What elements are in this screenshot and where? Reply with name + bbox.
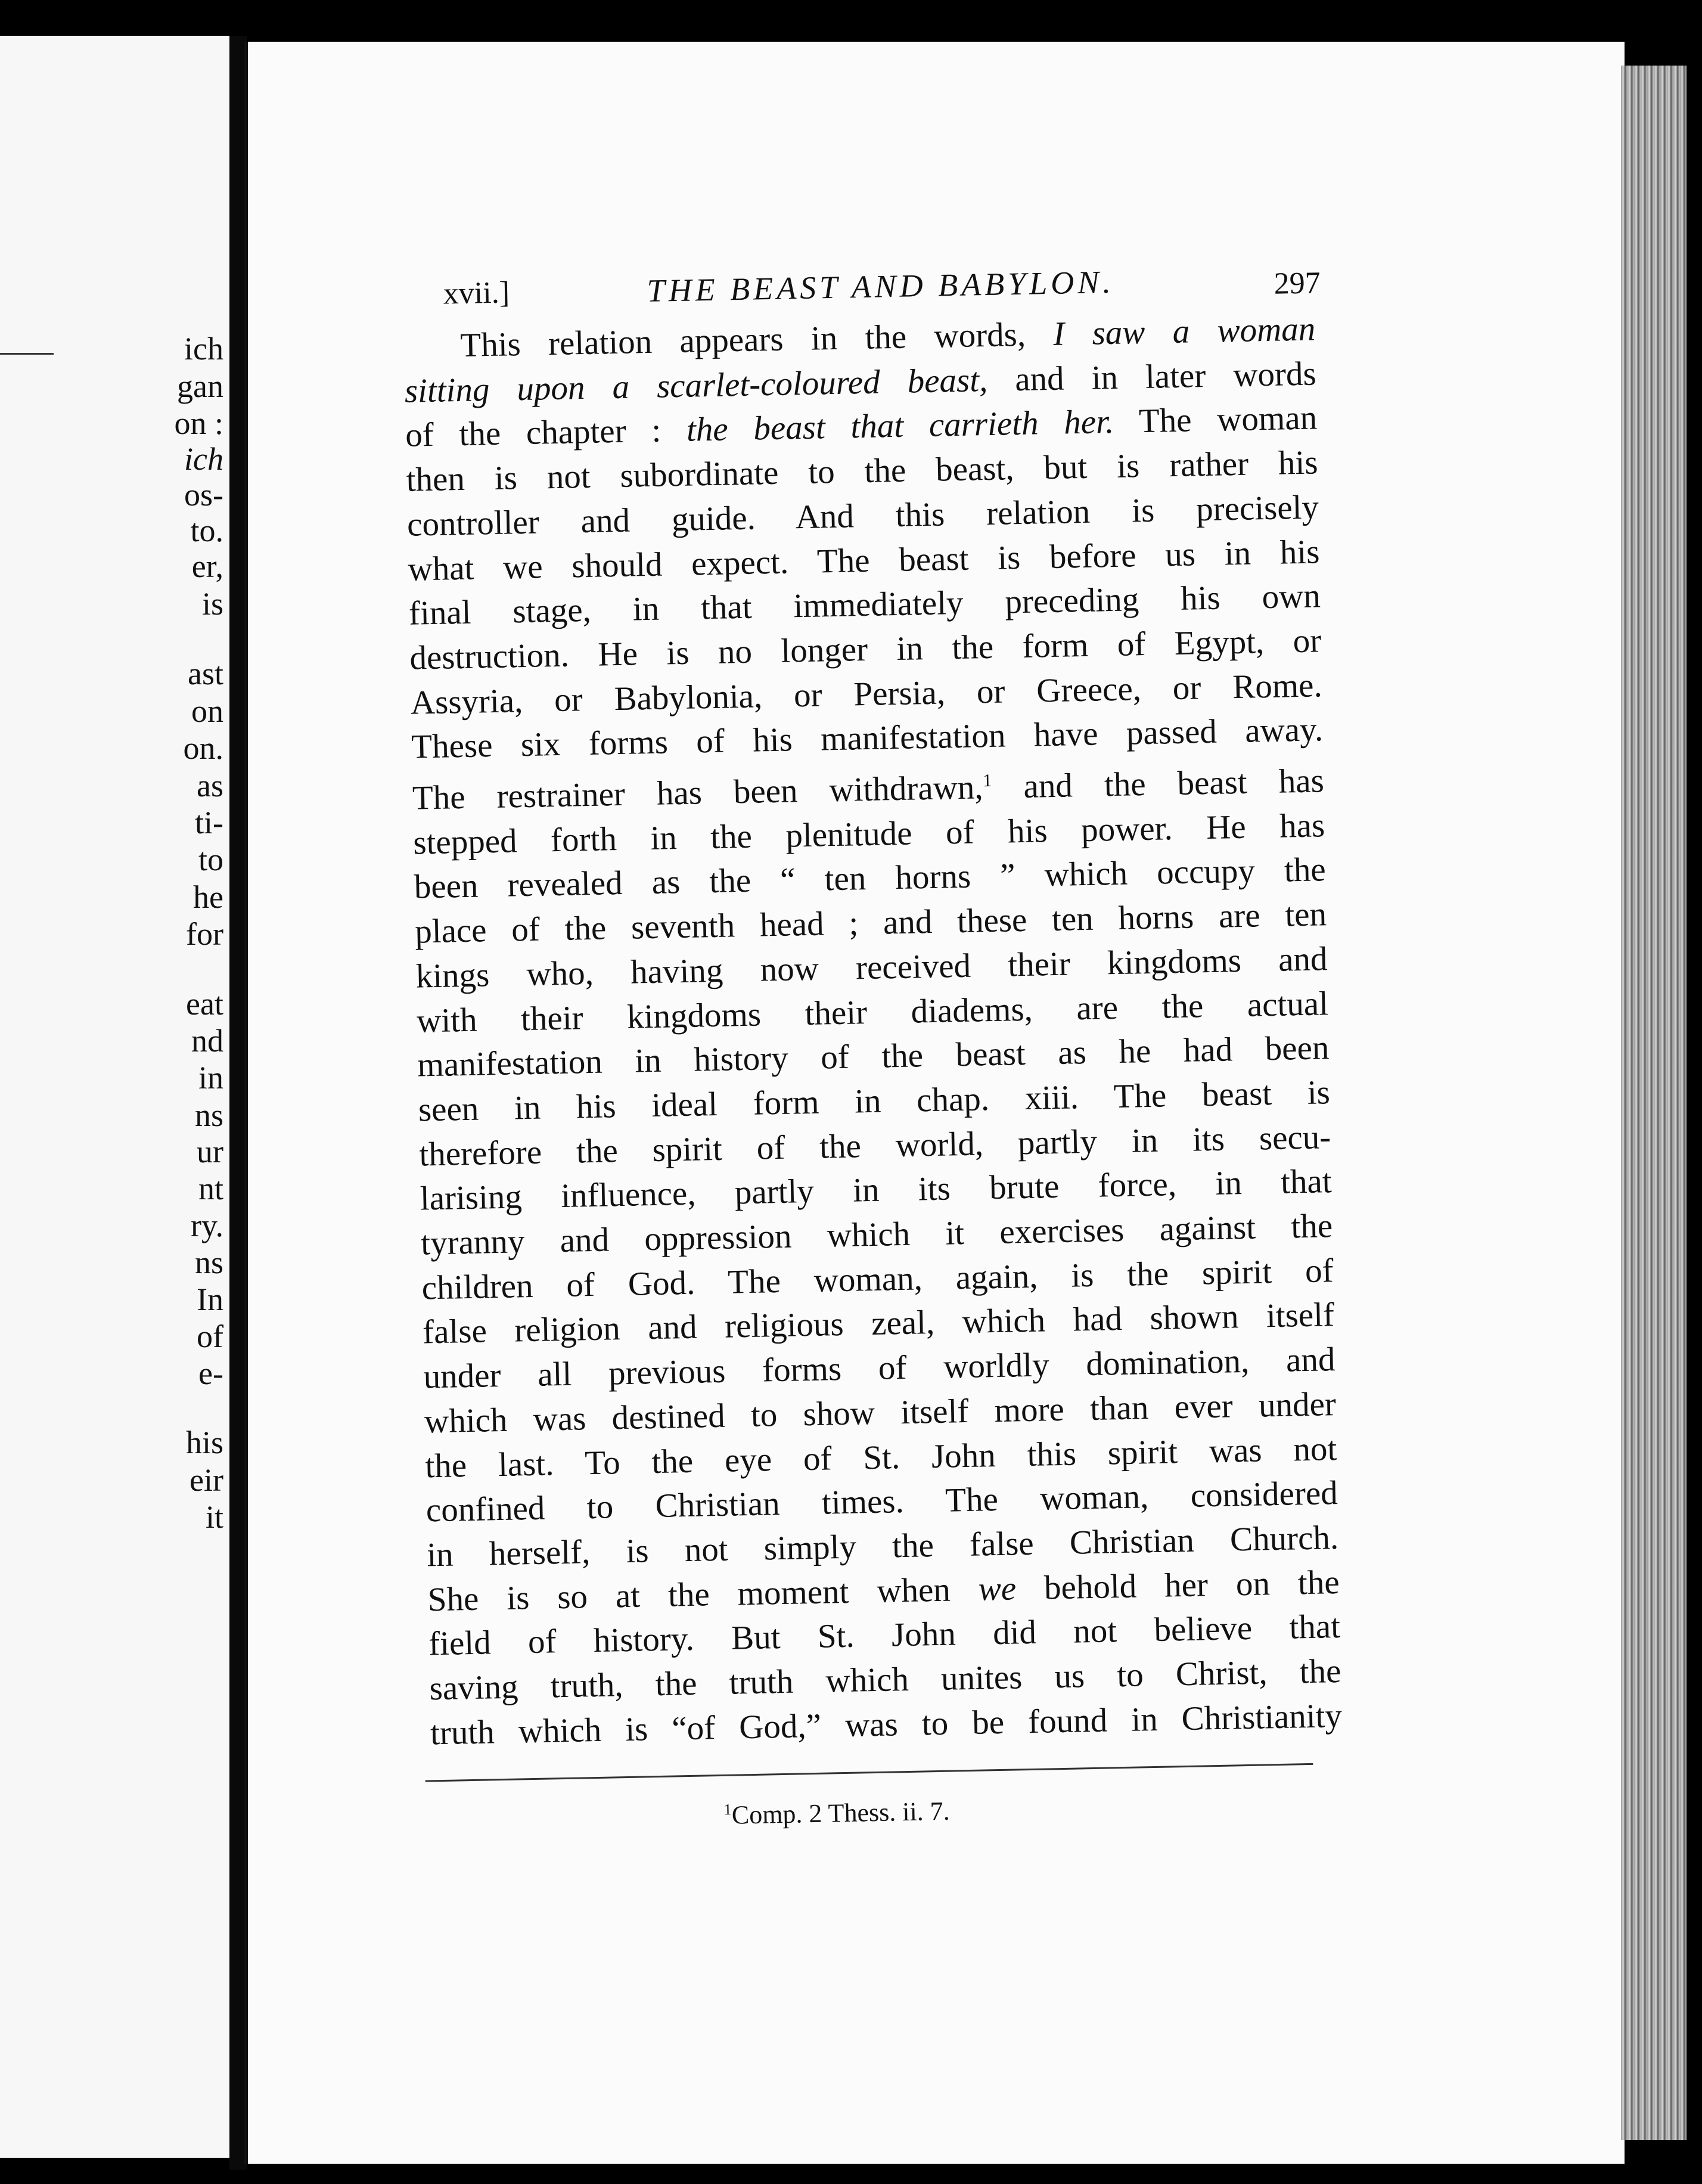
text-segment: Assyria, or Babylonia, or Persia, or Greece, or Rome. (410, 666, 1323, 722)
left-page-fragment: ns (194, 1245, 223, 1280)
italic-text: the beast that carrieth her. (686, 403, 1114, 449)
left-page-fragment: ast (188, 656, 223, 691)
page-edges (1621, 66, 1687, 2140)
left-page-fragment: eir (190, 1462, 223, 1498)
text-segment: been revealed as the “ ten horns ” which occupy the (414, 851, 1327, 907)
left-page-fragment: ti- (195, 805, 223, 840)
text-segment: final stage, in that immediately preceding his own (408, 577, 1321, 632)
text-segment: truth which is “of God,” was to be found in Christianity (430, 1696, 1343, 1752)
running-title: THE BEAST AND BABYLON. (647, 263, 1115, 309)
left-page-fragment: to (198, 842, 223, 877)
italic-text: sitting upon a scarlet-coloured beast, (404, 361, 988, 410)
footnote-marker: 1 (723, 1800, 732, 1818)
left-page-fragment: ns (194, 1097, 223, 1133)
left-page-fragment: In (197, 1282, 223, 1317)
left-page-fragment: he (193, 879, 223, 915)
left-page-fragment: as (197, 768, 223, 804)
page-number: 297 (1274, 266, 1321, 301)
italic-text: I saw a woman (1052, 310, 1316, 353)
text-segment: stepped forth in the plenitude of his power. He has (412, 806, 1325, 862)
left-page-fragment: it (205, 1499, 223, 1535)
text-segment: controller and guide. And this relation is precisely (406, 488, 1319, 544)
text-segment: This relation appears in the words, (459, 315, 1054, 364)
text-segment: therefore the spirit of the world, partly in its secu- (418, 1118, 1331, 1174)
text-segment: and the beast has (991, 762, 1325, 806)
text-segment: the last. To the eye of St. John this spirit was not (424, 1429, 1337, 1485)
text-segment: false religion and religious zeal, which had shown itself (422, 1296, 1335, 1351)
text-segment: children of God. The woman, again, is the spirit of (421, 1251, 1334, 1307)
text-segment: field of history. But St. John did not believe that (428, 1608, 1341, 1663)
body-paragraph (397, 307, 1343, 1756)
text-segment: These six forms of his manifestation have passed away. (411, 711, 1324, 766)
text-segment: and in later words (987, 355, 1317, 399)
text-segment: of the chapter : (405, 411, 687, 455)
left-page-fragment: e- (198, 1355, 223, 1391)
left-page-header-rule (0, 353, 54, 355)
left-page-fragment: ich (184, 331, 223, 367)
left-page-fragment: for (186, 916, 223, 952)
left-page-fragment: of (197, 1319, 223, 1354)
text-segment: place of the seventh head ; and these ten horns are ten (414, 895, 1327, 951)
left-page-fragment: on : (174, 405, 223, 441)
text-segment: tyranny and oppression which it exercises against the (420, 1207, 1333, 1262)
text-segment: kings who, having now received their kingdoms and (415, 940, 1328, 995)
footnote-rule (426, 1763, 1313, 1782)
text-segment: which was destined to show itself more than ever under (424, 1385, 1337, 1441)
chapter-number: xvii.] (443, 275, 510, 311)
left-page-fragment: ur (197, 1134, 223, 1169)
previous-page-fragment (0, 36, 232, 2158)
left-page-fragment: on. (183, 730, 223, 766)
left-page-fragment: on (191, 693, 223, 729)
text-segment: The woman (1113, 399, 1318, 441)
left-page-fragment: er, (191, 548, 223, 584)
left-page-fragment: in (198, 1060, 223, 1096)
text-segment: what we should expect. The beast is before us in his (407, 532, 1320, 588)
text-segment: with their kingdoms their diadems, are the actual (416, 984, 1329, 1040)
footnote-reference: 1 (982, 771, 992, 791)
left-page-fragment: nd (191, 1023, 223, 1059)
text-segment: larising influence, partly in its brute force, in that (420, 1162, 1333, 1218)
left-page-fragment: gan (177, 368, 223, 404)
text-segment: She is so at the moment when (427, 1570, 979, 1619)
left-page-fragment: is (201, 586, 223, 622)
text-segment: The restrainer has been withdrawn, (412, 768, 984, 817)
left-page-fragment: his (185, 1425, 223, 1460)
text-segment: seen in his ideal form in chap. xiii. The beast is (418, 1074, 1331, 1129)
left-page-fragment: os- (184, 477, 223, 513)
footnote-text: Comp. 2 Thess. ii. 7. (731, 1796, 951, 1830)
left-page-fragment: nt (198, 1171, 223, 1206)
left-page-fragment: ry. (191, 1208, 223, 1243)
text-segment: confined to Christian times. The woman, considered (426, 1474, 1338, 1530)
left-page-fragment: ich (184, 441, 223, 477)
left-page-fragment: to. (190, 513, 223, 548)
italic-text: we (978, 1569, 1017, 1608)
text-segment: behold her on the (1015, 1563, 1340, 1608)
text-segment: saving truth, the truth which unites us to Christ, the (429, 1652, 1341, 1708)
text-segment: then is not subordinate to the beast, but is rather his (406, 443, 1319, 499)
page-text-block (396, 253, 1344, 1836)
text-segment: under all previous forms of worldly domination, and (423, 1341, 1335, 1396)
text-segment: in herself, is not simply the false Christian Church. (426, 1519, 1339, 1574)
left-page-fragment: eat (186, 986, 223, 1022)
text-segment: destruction. He is no longer in the form of Egypt, or (409, 622, 1322, 677)
text-segment: manifestation in history of the beast as he had been (417, 1029, 1330, 1084)
